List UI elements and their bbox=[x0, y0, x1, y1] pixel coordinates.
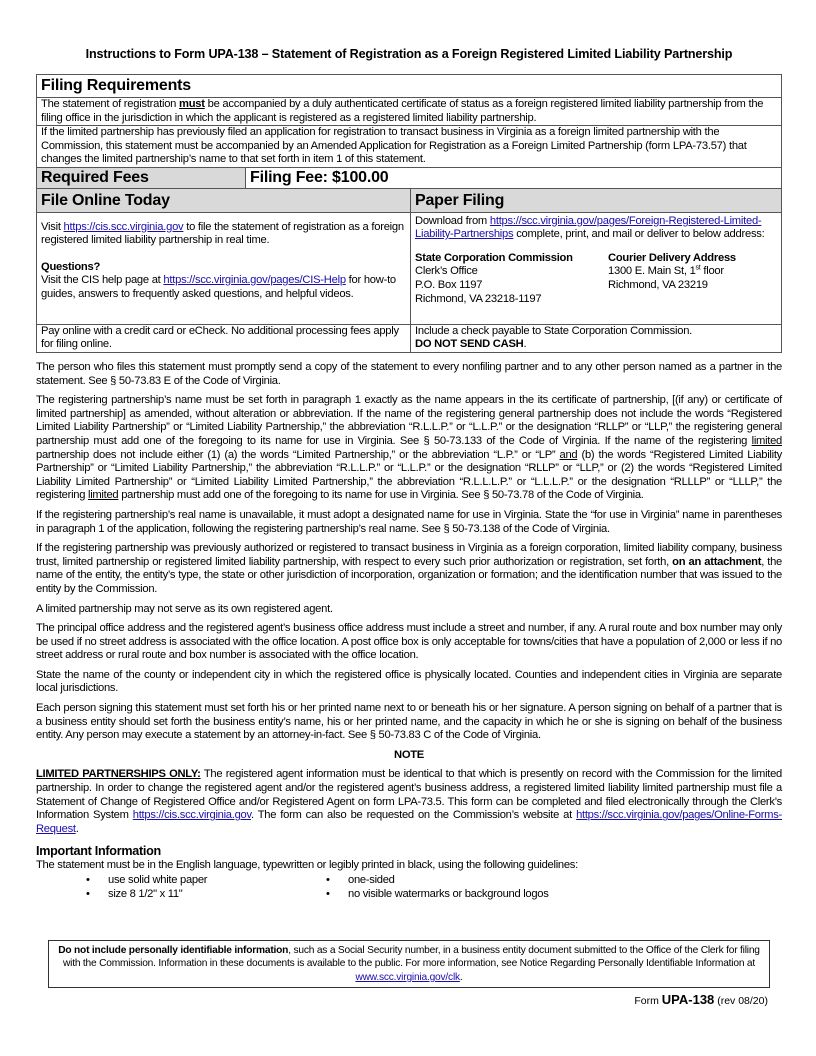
mailing-address-line: P.O. Box 1197 bbox=[415, 279, 483, 292]
text-segment: The principal office address and the registered agent’s business office address must include a street and number, if any. A rural route and box number may only be used if no street address is associated with the office location. A post office box is only acceptable for towns/cities that have a population of 2,000 or less if no street address or rural route and box number is associated with the office location. bbox=[36, 622, 782, 662]
filing-fee-value: Filing Fee: $100.00 bbox=[246, 167, 782, 188]
instructions-body bbox=[36, 361, 782, 901]
text-segment: The statement of registration bbox=[41, 98, 180, 110]
text-segment: partnership does not include either (1) (a) the words “Limited Partnership,” or the abbreviation “L.P.” or “LP” bbox=[36, 448, 560, 461]
download-suffix: complete, print, and mail or deliver to below address: bbox=[513, 228, 765, 240]
instruction-paragraph bbox=[36, 509, 782, 536]
help-suffix: for how-to guides, answers to frequently asked questions, and helpful videos. bbox=[41, 274, 396, 300]
paper-filing-details bbox=[411, 212, 782, 324]
text-segment: A limited partnership may not serve as its own registered agent. bbox=[36, 602, 333, 615]
paper-payment-text: Include a check payable to State Corporation Commission. DO NOT SEND CASH. bbox=[411, 324, 782, 352]
instruction-paragraph bbox=[36, 361, 782, 388]
text-segment: , the name of the entity, the entity’s type, the state or other jurisdiction of incorporation, organization or formation; and the identification number that was issued to the entity by the Commission. bbox=[36, 555, 782, 595]
document-title: Instructions to Form UPA-138 – Statement of Registration as a Foreign Registered Limited Liability Partnership bbox=[85, 47, 733, 61]
text-segment: . bbox=[75, 822, 79, 835]
paper-filing-heading: Paper Filing bbox=[411, 188, 782, 212]
filing-requirements-row-2: If the limited partnership has previously filed an application for registration to transact business in Virginia as a foreign limited partnership with the Commission, this statement must be accompanied by an Amended Application for Registration as a Foreign Limited Partnership (form LPA-73.57) that changes the limited partnership’s name to that set forth in item 1 of this statement. bbox=[37, 126, 782, 168]
text-segment: The registering partnership’s name must be set forth in paragraph 1 exactly as the name appears in the its certificate of partnership, [(if any) or certificate of limited partnership] as amended, without alteration or abbreviation. If the name of the registering general partnership does not include the words “Registered Limited Liability Partnership” or “Limited Liability Partnership,” the abbreviation “R.L.L.P.” or “L.L.P.” or the designation “RLLP” or “LLP,” the registering general partnership must add one of the foregoing to its name for use in Virginia. See § 50-73.133 of the Code of Virginia. If the name of the registering bbox=[36, 394, 782, 447]
form-number: UPA-138 bbox=[661, 992, 715, 1007]
text-segment: If the registering partnership’s real name is unavailable, it must adopt a designated name for use in Virginia. State the “for use in Virginia” name in parentheses in paragraph 1 of the application, following the registering partnership’s real name. See § 50-73.138 of the Code of Virginia. bbox=[36, 508, 782, 535]
text-segment: limited bbox=[751, 434, 782, 447]
text-segment: State the name of the county or independent city in which the registered office is physically located. Counties and independent cities in Virginia are separate local jurisdictions. bbox=[36, 668, 782, 695]
required-fees-label: Required Fees bbox=[37, 167, 246, 188]
help-prefix: Visit the CIS help page at bbox=[41, 274, 164, 286]
guideline-item: • no visible watermarks or background logos bbox=[326, 887, 726, 901]
text-segment: Each person signing this statement must set forth his or her printed name next to or beneath his or her signature. A person signing on behalf of a partner that is a business entity should set forth the business entity’s name, his or her printed name, and the capacity in which he or she is signing on behalf of the business entity. Any person may execute a statement by an attorney-in-fact. See § 50-73.83 C of the Code of Virginia. bbox=[36, 702, 782, 742]
help-text bbox=[41, 274, 406, 301]
note-paragraph bbox=[36, 768, 782, 836]
text-segment: must bbox=[179, 98, 205, 110]
download-text bbox=[415, 215, 777, 242]
mailing-address-name: State Corporation Commission bbox=[415, 251, 573, 264]
courier-address-line: Richmond, VA 23219 bbox=[608, 279, 708, 292]
text-segment: The registered agent information must be identical to that which is presently on record with the Commission for the limited partnership. In order to change the registered agent and/or the registered agent’s business address, a registered limited liability limited partnership must file a Statement of Change of Registered Office and/or Registered Agent on form LPA-73.5. This form can be completed and filed electronically through the Clerk’s Information System bbox=[36, 768, 782, 822]
no-cash-warning: DO NOT SEND CASH bbox=[415, 338, 524, 350]
instruction-paragraph bbox=[36, 603, 782, 617]
guideline-item: • one-sided bbox=[326, 873, 726, 887]
text-segment: (b) the words “Registered Limited Liability Partnership” or “Limited Liability Partnership,” the abbreviation “R.L.L.P.” or “L.L.P.” or the designation “RLLP” or “LLP,” or (2) the words “Registered Limited Liability Limited Partnership” or “Limited Liability Limited Partnership,” the abbreviation “R.L.L.L.P.” or “L.L.L.P.” or the designation “RLLLP” or “LLLP,” the registering bbox=[36, 448, 782, 502]
important-information-heading: Important Information bbox=[36, 844, 161, 859]
inline-link[interactable]: https://scc.virginia.gov/pages/Online-Forms-Request bbox=[36, 809, 782, 835]
note-heading: NOTE bbox=[394, 748, 424, 761]
guideline-item: • size 8 1/2" x 11" bbox=[86, 887, 326, 901]
guidelines-list bbox=[36, 873, 782, 901]
text-segment: and bbox=[559, 448, 578, 461]
download-form-link[interactable]: https://scc.virginia.gov/pages/Foreign-Registered-Limited-Liability-Partnerships bbox=[415, 214, 762, 240]
text-segment: . The form can also be requested on the Commission’s website at bbox=[250, 809, 577, 822]
text-segment: If the registering partnership was previously authorized or registered to transact business in Virginia as a foreign corporation, limited liability company, business trust, limited partnership or registered limited liability partnership, with respect to every such prior authorization or registration, set forth, bbox=[36, 542, 782, 568]
filing-requirements-heading: Filing Requirements bbox=[37, 75, 782, 98]
download-prefix: Download from bbox=[415, 214, 490, 227]
instruction-paragraph bbox=[36, 669, 782, 696]
cis-link[interactable]: https://cis.scc.virginia.gov bbox=[63, 220, 184, 233]
form-number-footer: Form UPA-138 (rev 08/20) bbox=[634, 992, 768, 1007]
text-segment: on an attachment bbox=[672, 555, 762, 568]
filing-info-table bbox=[36, 74, 782, 353]
pii-notice: Do not include personally identifiable information, such as a Social Security number, in a business entity document submitted to the Office of the Clerk for filing with the Commission. Information in these documents is available to the public. For more information, see Notice Regarding Personally Identifiable Information at www.scc.virginia.gov/clk. bbox=[48, 940, 770, 988]
inline-link[interactable]: https://cis.scc.virginia.gov bbox=[132, 809, 251, 822]
courier-address-name: Courier Delivery Address bbox=[608, 251, 736, 264]
file-online-details bbox=[37, 212, 411, 324]
mailing-address-line: Richmond, VA 23218-1197 bbox=[415, 292, 542, 305]
pii-text: , such as a Social Security number, in a business entity document submitted to the Office of the Clerk for filing with the Commission. Information in these documents is available to the public. For more information, see Notice Regarding Personally Identifiable Information at bbox=[62, 945, 760, 970]
guideline-item: • use solid white paper bbox=[86, 873, 326, 887]
instruction-paragraph bbox=[36, 702, 782, 743]
pii-link[interactable]: www.scc.virginia.gov/clk bbox=[355, 971, 460, 983]
addresses bbox=[415, 252, 777, 307]
visit-prefix: Visit bbox=[41, 220, 64, 233]
text-segment: LIMITED PARTNERSHIPS ONLY: bbox=[36, 768, 201, 781]
mailing-address-line: Clerk’s Office bbox=[415, 265, 478, 278]
form-revision: (rev 08/20) bbox=[714, 995, 768, 1007]
online-visit-text bbox=[41, 221, 406, 248]
cis-help-link[interactable]: https://scc.virginia.gov/pages/CIS-Help bbox=[163, 274, 346, 286]
instruction-paragraph bbox=[36, 394, 782, 503]
text-segment: limited bbox=[87, 489, 119, 502]
important-information-intro: The statement must be in the English language, typewritten or legibly printed in black, using the following guidelines: bbox=[36, 859, 578, 872]
online-payment-text: Pay online with a credit card or eCheck. No additional processing fees apply for filing online. bbox=[37, 324, 411, 352]
text-segment: partnership must add one of the foregoing to its name for use in Virginia. See § 50-73.78 of the Code of Virginia. bbox=[118, 489, 644, 502]
instruction-paragraph bbox=[36, 622, 782, 663]
mailing-address bbox=[415, 252, 608, 307]
text-segment: The person who files this statement must promptly send a copy of the statement to every nonfiling partner and to any other person named as a partner in the statement. See § 50-73.83 E of the Code of Virginia. bbox=[36, 361, 782, 387]
instruction-paragraph bbox=[36, 542, 782, 596]
courier-address-line: 1300 E. Main St, 1st floor bbox=[608, 264, 724, 278]
courier-address bbox=[608, 252, 736, 307]
text-segment: be accompanied by a duly authenticated certificate of status as a foreign registered limited liability partnership from the filing office in the jurisdiction in which the applicant is registered as a registered limited liability partnership. bbox=[41, 98, 764, 124]
visit-suffix: to file the statement of registration as a foreign registered limited liability partnership in real time. bbox=[41, 220, 404, 246]
pii-bold-text: Do not include personally identifiable information bbox=[58, 945, 289, 956]
questions-heading: Questions? bbox=[41, 260, 101, 273]
check-payable-text: Include a check payable to State Corporation Commission. bbox=[415, 324, 693, 337]
file-online-heading: File Online Today bbox=[37, 188, 411, 212]
filing-requirements-row-1 bbox=[37, 98, 782, 126]
